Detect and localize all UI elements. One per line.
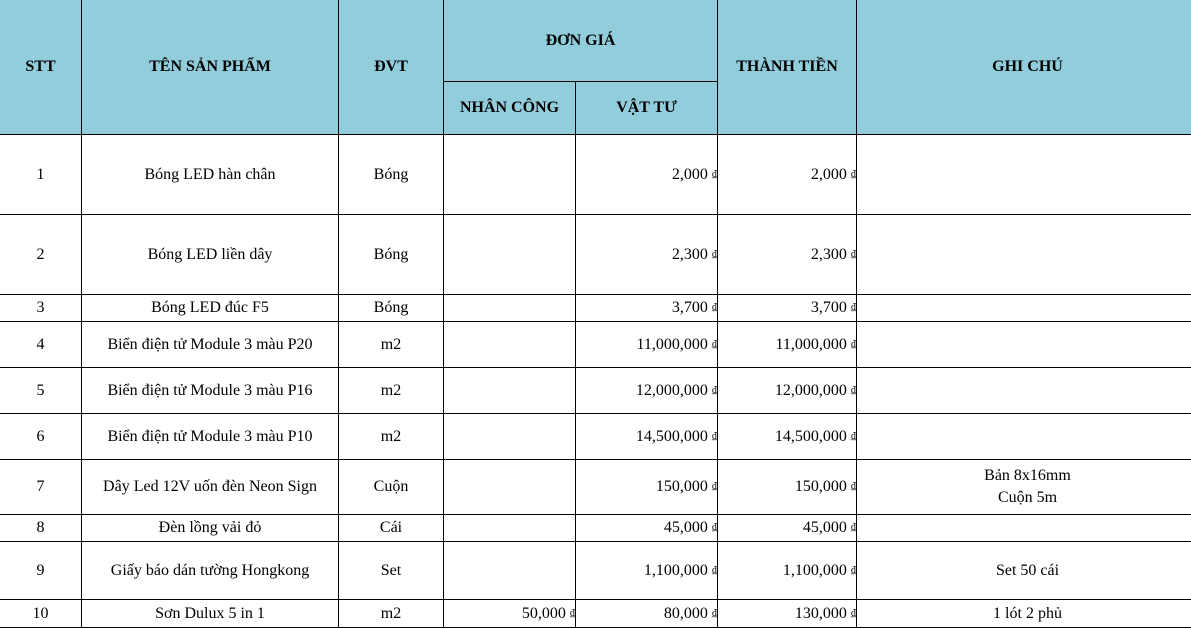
cell-note: Bản 8x16mm Cuộn 5m [857,460,1191,515]
cell-labor-price [444,215,576,295]
cell-total: 1,100,000 ₫ [718,542,857,600]
cell-stt: 9 [0,542,82,600]
cell-unit: m2 [339,600,444,628]
cell-labor-price [444,515,576,542]
cell-material-price: 45,000 ₫ [576,515,718,542]
table-row [0,368,1191,414]
cell-material-price: 12,000,000 ₫ [576,368,718,414]
cell-total: 2,300 ₫ [718,215,857,295]
currency-symbol: ₫ [712,565,717,576]
cell-material-price: 3,700 ₫ [576,295,718,322]
currency-symbol: ₫ [712,339,717,350]
header-unit-price: ĐƠN GIÁ [444,0,718,82]
currency-symbol: ₫ [851,431,856,442]
header-unit: ĐVT [339,0,444,135]
header-product-name: TÊN SẢN PHẨM [82,0,339,135]
cell-total: 14,500,000 ₫ [718,414,857,460]
cell-material-price: 150,000 ₫ [576,460,718,515]
cell-note: Set 50 cái [857,542,1191,600]
currency-symbol: ₫ [712,522,717,533]
currency-symbol: ₫ [851,385,856,396]
cell-unit: Cái [339,515,444,542]
cell-stt: 5 [0,368,82,414]
cell-product-name: Đèn lồng vải đỏ [82,515,339,542]
currency-symbol: ₫ [712,302,717,313]
cell-unit: Cuộn [339,460,444,515]
cell-unit: Bóng [339,215,444,295]
cell-material-price: 2,000 ₫ [576,135,718,215]
cell-labor-price [444,460,576,515]
cell-labor-price [444,368,576,414]
cell-stt: 8 [0,515,82,542]
cell-product-name: Bóng LED hàn chân [82,135,339,215]
cell-note [857,368,1191,414]
cell-stt: 10 [0,600,82,628]
cell-material-price: 1,100,000 ₫ [576,542,718,600]
cell-note [857,515,1191,542]
cell-product-name: Biển điện tử Module 3 màu P20 [82,322,339,368]
table-row [0,322,1191,368]
cell-note: 1 lót 2 phủ [857,600,1191,628]
currency-symbol: ₫ [851,565,856,576]
cell-product-name: Bóng LED liền dây [82,215,339,295]
cell-total: 45,000 ₫ [718,515,857,542]
cell-material-price: 11,000,000 ₫ [576,322,718,368]
table-row [0,215,1191,295]
cell-unit: m2 [339,322,444,368]
cell-product-name: Giấy báo dán tường Hongkong [82,542,339,600]
cell-material-price: 2,300 ₫ [576,215,718,295]
header-labor: NHÂN CÔNG [444,82,576,135]
cell-labor-price [444,414,576,460]
cell-unit: Set [339,542,444,600]
cell-labor-price: 50,000 ₫ [444,600,576,628]
currency-symbol: ₫ [712,169,717,180]
cell-labor-price [444,135,576,215]
cell-note [857,215,1191,295]
currency-symbol: ₫ [570,608,575,619]
cell-total: 3,700 ₫ [718,295,857,322]
cell-total: 11,000,000 ₫ [718,322,857,368]
cell-product-name: Biển điện tử Module 3 màu P16 [82,368,339,414]
cell-labor-price [444,542,576,600]
table-row [0,414,1191,460]
table-row [0,135,1191,215]
header-note: GHI CHÚ [857,0,1191,135]
cell-unit: m2 [339,414,444,460]
cell-total: 130,000 ₫ [718,600,857,628]
cell-labor-price [444,322,576,368]
table-row [0,515,1191,542]
cell-product-name: Sơn Dulux 5 in 1 [82,600,339,628]
currency-symbol: ₫ [851,249,856,260]
cell-unit: Bóng [339,135,444,215]
cell-total: 12,000,000 ₫ [718,368,857,414]
cell-note [857,135,1191,215]
currency-symbol: ₫ [851,339,856,350]
cell-material-price: 80,000 ₫ [576,600,718,628]
cell-stt: 2 [0,215,82,295]
currency-symbol: ₫ [851,608,856,619]
table-row [0,542,1191,600]
cell-total: 150,000 ₫ [718,460,857,515]
cell-material-price: 14,500,000 ₫ [576,414,718,460]
cell-stt: 6 [0,414,82,460]
currency-symbol: ₫ [851,481,856,492]
cell-note [857,295,1191,322]
header-total: THÀNH TIỀN [718,0,857,135]
table-row [0,600,1191,628]
cell-unit: Bóng [339,295,444,322]
currency-symbol: ₫ [712,608,717,619]
cell-note [857,322,1191,368]
header-stt: STT [0,0,82,135]
currency-symbol: ₫ [851,522,856,533]
currency-symbol: ₫ [712,249,717,260]
cell-stt: 3 [0,295,82,322]
cell-stt: 4 [0,322,82,368]
currency-symbol: ₫ [712,481,717,492]
header-material: VẬT TƯ [576,82,718,135]
cell-product-name: Bóng LED đúc F5 [82,295,339,322]
cell-total: 2,000 ₫ [718,135,857,215]
cell-stt: 7 [0,460,82,515]
cell-stt: 1 [0,135,82,215]
cell-note [857,414,1191,460]
cell-unit: m2 [339,368,444,414]
cell-product-name: Dây Led 12V uốn đèn Neon Sign [82,460,339,515]
table-row [0,295,1191,322]
cell-labor-price [444,295,576,322]
currency-symbol: ₫ [851,302,856,313]
currency-symbol: ₫ [712,385,717,396]
cell-product-name: Biển điện tử Module 3 màu P10 [82,414,339,460]
currency-symbol: ₫ [712,431,717,442]
currency-symbol: ₫ [851,169,856,180]
table-row [0,460,1191,515]
